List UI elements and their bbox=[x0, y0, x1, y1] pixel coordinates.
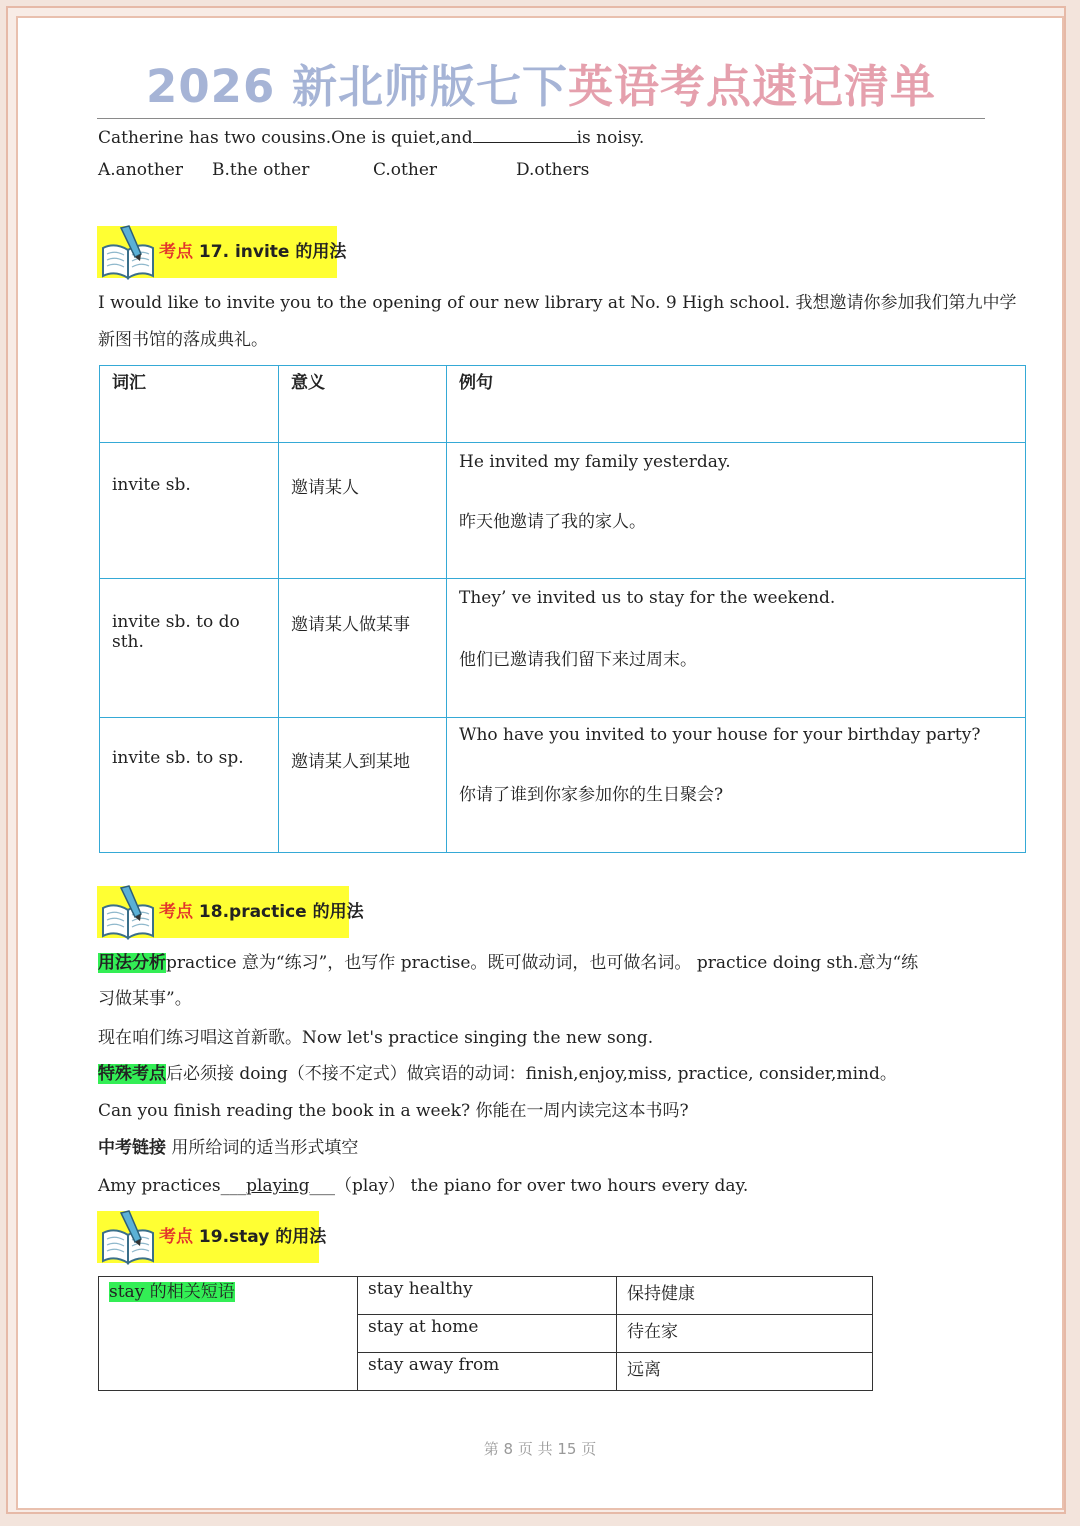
header-example: 例句 bbox=[459, 373, 493, 393]
phrase2-zh: 待在家 bbox=[627, 1322, 678, 1342]
fill-blank-line bbox=[98, 1174, 748, 1198]
special-point-line bbox=[98, 1062, 897, 1086]
fill-answer: playing bbox=[246, 1176, 310, 1196]
row2-example-zh: 他们已邀请我们留下来过周末。 bbox=[459, 650, 697, 670]
page-number: 第 8 页 共 15 页 bbox=[483, 1440, 597, 1458]
phrase1-zh: 保持健康 bbox=[627, 1284, 695, 1304]
usage-analysis-label: 用法分析 bbox=[98, 953, 166, 973]
row2-word: invite sb. to do sth. bbox=[112, 612, 240, 652]
section-tag-19 bbox=[97, 1211, 327, 1263]
usage-analysis-text: practice 意为“练习”，也写作 practise。既可做动词，也可做名词。 practice doing sth.意为“练 bbox=[166, 953, 919, 973]
tag-17-prefix: 考点 bbox=[159, 242, 193, 262]
question-stem-before: Catherine has two cousins.One is quiet,and bbox=[98, 128, 473, 148]
tag-18-prefix: 考点 bbox=[159, 902, 193, 922]
phrase2-en: stay at home bbox=[368, 1317, 479, 1337]
phrase1-en: stay healthy bbox=[368, 1279, 473, 1299]
question-stem-after: is noisy. bbox=[576, 128, 645, 148]
row1-example-zh: 昨天他邀请了我的家人。 bbox=[459, 512, 646, 532]
header-vocab: 词汇 bbox=[112, 373, 146, 393]
special-point-label: 特殊考点 bbox=[98, 1064, 166, 1084]
answer-blank bbox=[473, 126, 577, 143]
special-point-example: Can you finish reading the book in a week? 你能在一周内读完这本书吗? bbox=[98, 1101, 689, 1121]
usage-analysis-line1 bbox=[98, 951, 918, 975]
phrase3-zh: 远离 bbox=[627, 1360, 661, 1380]
table-row bbox=[100, 579, 1026, 718]
exam-link-line bbox=[98, 1136, 358, 1160]
option-b: B.the other bbox=[212, 160, 310, 180]
page-title bbox=[96, 56, 986, 118]
special-point-text: 后必须接 doing（不接不定式）做宾语的动词：finish,enjoy,miss, practice, consider,mind。 bbox=[166, 1064, 897, 1084]
section-tag-17 bbox=[97, 226, 347, 278]
stay-phrase-label: stay 的相关短语 bbox=[109, 1282, 235, 1302]
title-divider bbox=[97, 118, 985, 119]
question-stem bbox=[98, 126, 644, 150]
option-a: A.another bbox=[98, 160, 183, 180]
table-header-row bbox=[100, 366, 1026, 443]
section17-intro-line2: 新图书馆的落成典礼。 bbox=[98, 330, 268, 350]
practice-example: 现在咱们练习唱这首新歌。Now let's practice singing the new song. bbox=[98, 1028, 654, 1048]
row3-example-zh: 你请了谁到你家参加你的生日聚会? bbox=[459, 785, 724, 805]
open-book-pencil-icon bbox=[99, 1209, 157, 1267]
row2-example-en: They’ ve invited us to stay for the weekend. bbox=[459, 588, 836, 608]
row3-example-en: Who have you invited to your house for your birthday party? bbox=[459, 725, 981, 745]
fill-before: Amy practices___ bbox=[98, 1176, 247, 1196]
usage-analysis-line2: 习做某事”。 bbox=[98, 989, 192, 1009]
row1-example-en: He invited my family yesterday. bbox=[459, 452, 731, 472]
option-c: C.other bbox=[373, 160, 438, 180]
header-meaning: 意义 bbox=[291, 373, 325, 393]
stay-phrases-table bbox=[98, 1276, 873, 1391]
title-part1: 2026 新北师版七下 bbox=[146, 60, 568, 113]
tag-19-prefix: 考点 bbox=[159, 1227, 193, 1247]
row3-meaning: 邀请某人到某地 bbox=[291, 752, 410, 772]
invite-usage-table bbox=[99, 365, 1026, 853]
title-part2: 英语考点速记清单 bbox=[567, 60, 936, 113]
fill-after: ___（play） the piano for over two hours every day. bbox=[309, 1176, 749, 1196]
row1-word: invite sb. bbox=[112, 475, 191, 495]
table-row bbox=[100, 718, 1026, 853]
open-book-pencil-icon bbox=[99, 884, 157, 942]
row1-meaning: 邀请某人 bbox=[291, 478, 359, 498]
exam-link-text: 用所给词的适当形式填空 bbox=[166, 1138, 359, 1158]
row3-word: invite sb. to sp. bbox=[112, 748, 244, 768]
phrase3-en: stay away from bbox=[368, 1355, 500, 1375]
table-row bbox=[99, 1277, 873, 1315]
table-row bbox=[100, 443, 1026, 579]
tag-18-title: 18.practice 的用法 bbox=[193, 902, 364, 922]
option-d: D.others bbox=[516, 160, 590, 180]
tag-17-title: 17. invite 的用法 bbox=[193, 242, 347, 262]
open-book-pencil-icon bbox=[99, 224, 157, 282]
exam-link-label: 中考链接 bbox=[98, 1138, 166, 1158]
tag-19-title: 19.stay 的用法 bbox=[193, 1227, 327, 1247]
section17-intro-line1: I would like to invite you to the opening of our new library at No. 9 High school. 我想邀请你参加我们第九中学 bbox=[98, 293, 1017, 313]
row2-meaning: 邀请某人做某事 bbox=[291, 615, 410, 635]
section-tag-18 bbox=[97, 886, 364, 938]
